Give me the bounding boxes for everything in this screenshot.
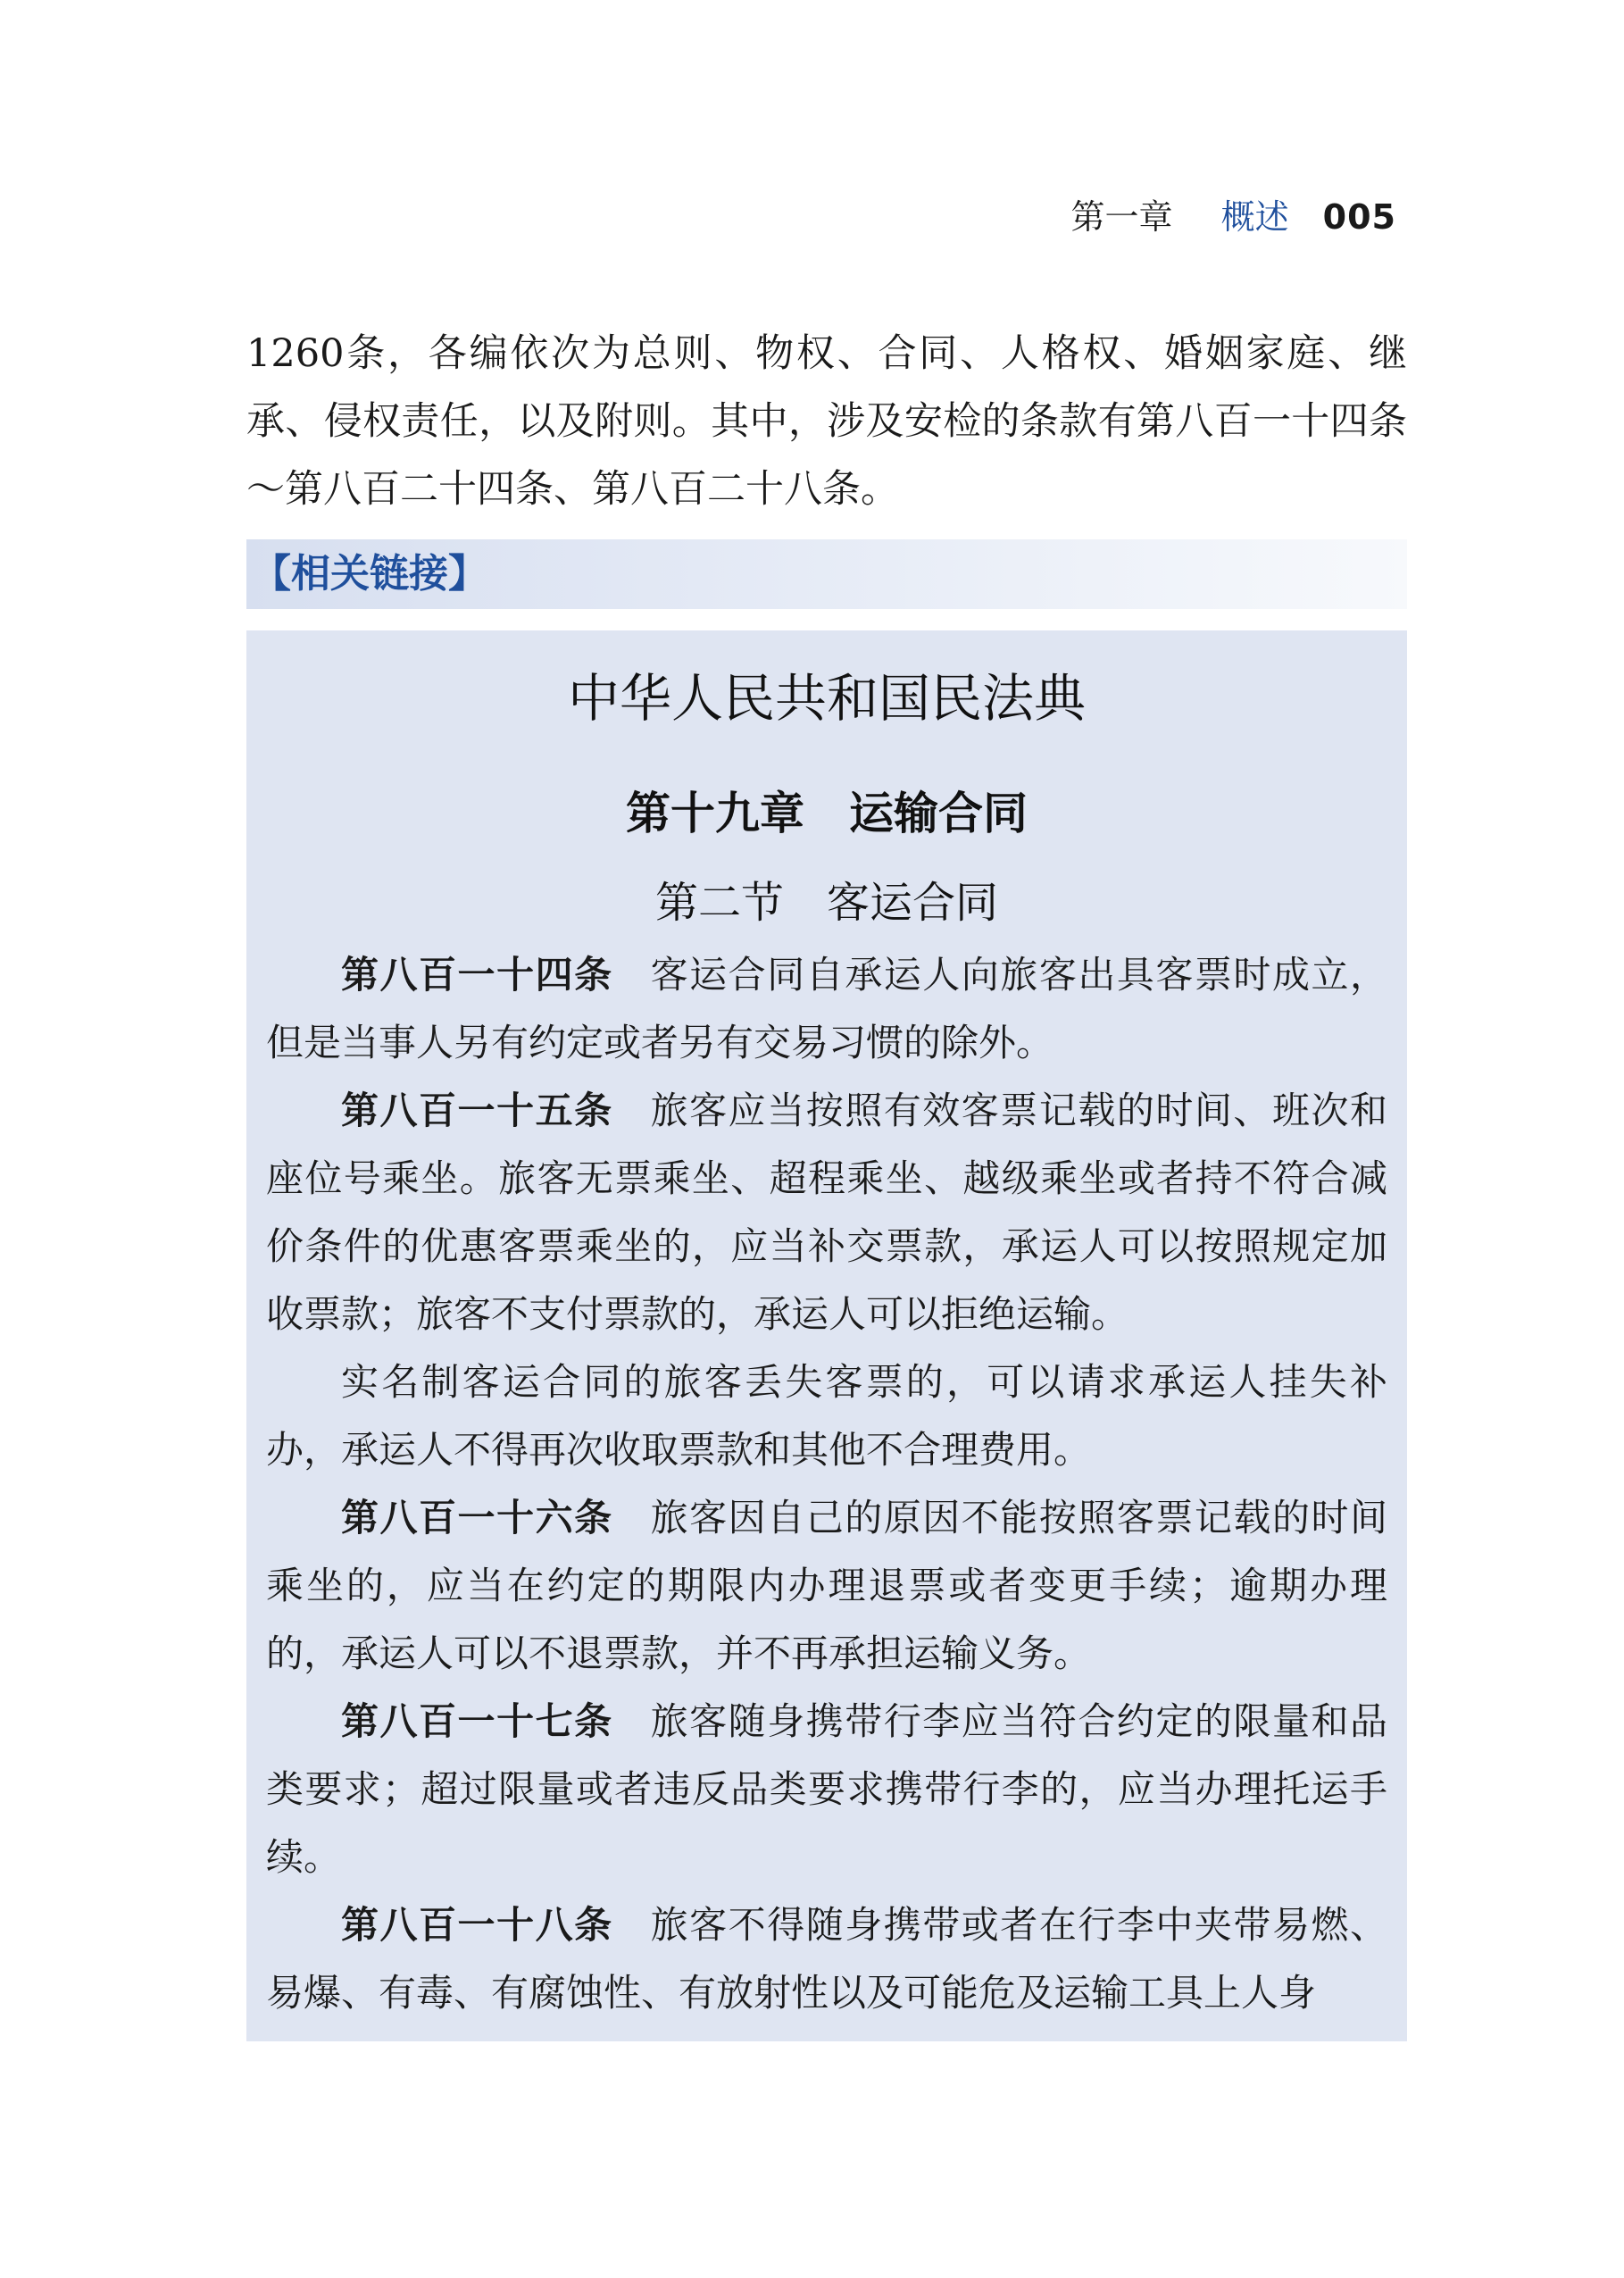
article-number: 第八百一十八条 [341,1903,613,1947]
article-list [266,941,1387,2027]
article-paragraph [266,1891,1387,2027]
article-text: 旅客随身携带行李应当符合约定的限量和品类要求；超过限量或者违反品类要求携带行李的，应当办理托运手续。 [266,1699,1387,1879]
article-paragraph [266,1484,1387,1688]
related-links-bar [246,539,1407,609]
article-number: 第八百一十四条 [341,953,613,997]
article-number: 第八百一十七条 [341,1699,613,1743]
article-paragraph [266,1688,1387,1891]
page-number: 005 [1322,197,1396,237]
related-links-label: 【相关链接】 [252,551,487,597]
section-title: 第二节 客运合同 [654,878,998,928]
running-head [1070,195,1396,239]
running-head-topic: 概述 [1220,197,1289,237]
article-text: 实名制客运合同的旅客丢失客票的，可以请求承运人挂失补办，承运人不得再次收取票款和其他不合理费用。 [266,1360,1387,1472]
intro-text: 1260条，各编依次为总则、物权、合同、人格权、婚姻家庭、继承、侵权责任，以及附则。其中，涉及安检的条款有第八百一十四条～第八百二十四条、第八百二十八条。 [246,331,1407,512]
law-excerpt-box [246,630,1407,2041]
article-text: 旅客应当按照有效客票记载的时间、班次和座位号乘坐。旅客无票乘坐、超程乘坐、越级乘坐或者持不符合减价条件的优惠客票乘坐的，应当补交票款，承运人可以按照规定加收票款；旅客不支付票款的，承运人可以拒绝运输。 [266,1089,1387,1336]
chapter-title: 第十九章 运输合同 [626,788,1028,839]
article-number: 第八百一十五条 [341,1089,613,1132]
running-head-chapter: 第一章 [1070,197,1173,237]
article-text: 客运合同自承运人向旅客出具客票时成立，但是当事人另有约定或者另有交易习惯的除外。 [266,953,1387,1064]
article-paragraph [266,1077,1387,1348]
article-paragraph [266,1348,1387,1484]
article-paragraph [266,941,1387,1077]
intro-paragraph [246,320,1407,523]
law-title: 中华人民共和国民法典 [567,668,1086,729]
article-number: 第八百一十六条 [341,1496,613,1540]
article-text: 旅客不得随身携带或者在行李中夹带易燃、易爆、有毒、有腐蚀性、有放射性以及可能危及运输工具上人身 [266,1903,1387,2015]
article-text: 旅客因自己的原因不能按照客票记载的时间乘坐的，应当在约定的期限内办理退票或者变更手续；逾期办理的，承运人可以不退票款，并不再承担运输义务。 [266,1496,1387,1675]
